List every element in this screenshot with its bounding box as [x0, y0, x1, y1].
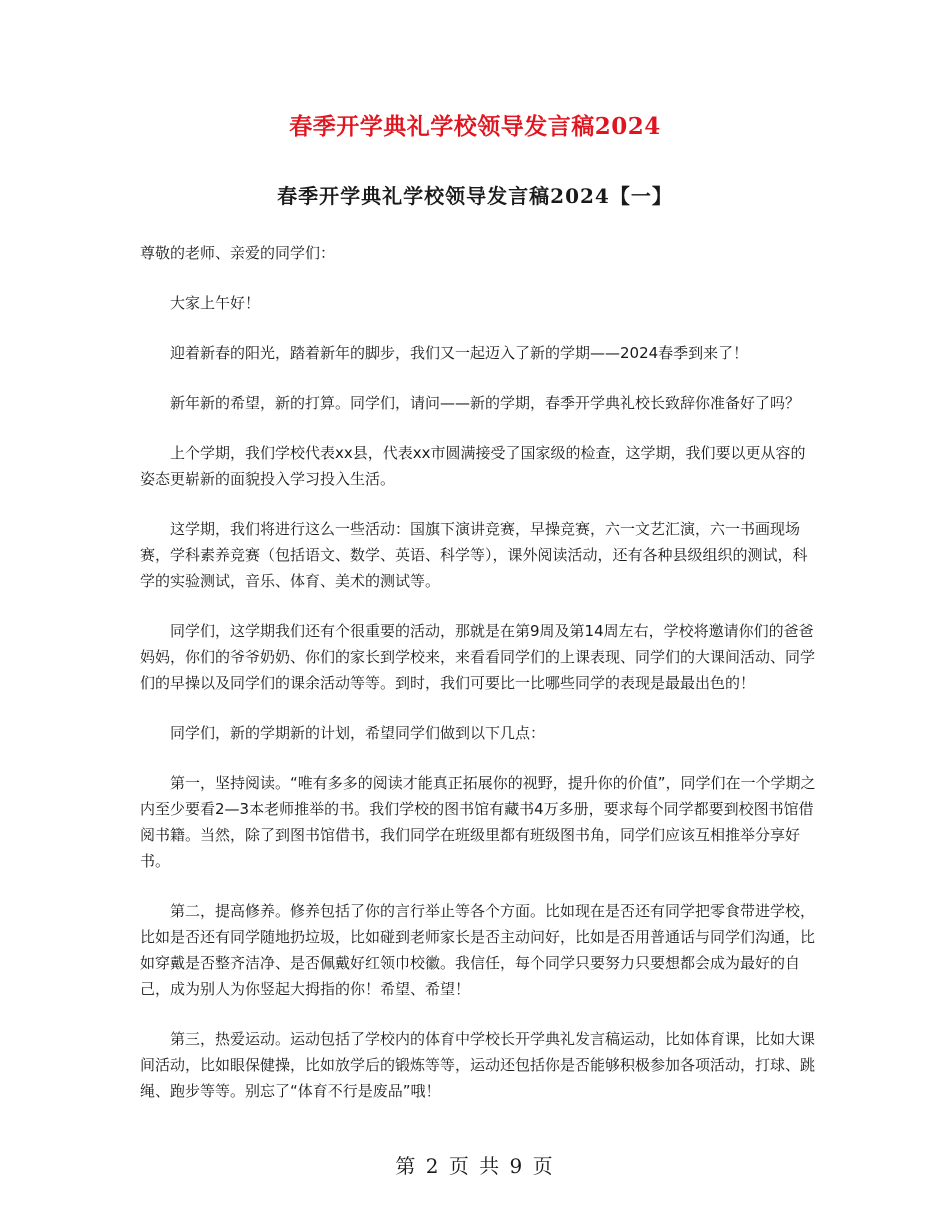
- body-paragraph: 第二，提高修养。修养包括了你的言行举止等各个方面。比如现在是否还有同学把零食带进学校，比如是否还有同学随地扔垃圾，比如碰到老师家长是否主动问好，比如是否用普通话与同学们沟通，比如穿戴是否整齐洁净、是否佩戴好红领巾校徽。我信任，每个同学只要努力只要想都会成为最好的自己，成为别人为你竖起大拇指的你！希望、希望！: [140, 902, 816, 998]
- body-paragraph: 第一，坚持阅读。“唯有多多的阅读才能真正拓展你的视野，提升你的价值”，同学们在一个学期之内至少要看2—3本老师推举的书。我们学校的图书馆有藏书4万多册，要求每个同学都要到校图书馆借阅书籍。当然，除了到图书馆借书，我们同学在班级里都有班级图书角，同学们应该互相推举分享好书。: [140, 774, 816, 870]
- section-subtitle: 春季开学典礼学校领导发言稿2024【一】: [277, 184, 673, 208]
- document-title: 春季开学典礼学校领导发言稿2024: [289, 113, 661, 140]
- body-paragraph: 上个学期，我们学校代表xx县，代表xx市圆满接受了国家级的检查，这学期，我们要以更从容的姿态更崭新的面貌投入学习投入生活。: [140, 444, 806, 488]
- body-paragraph: 这学期，我们将进行这么一些活动：国旗下演讲竞赛，早操竞赛，六一文艺汇演，六一书画现场赛，学科素养竞赛（包括语文、数学、英语、科学等），课外阅读活动，还有各种县级组织的测试，科学的实验测试，音乐、体育、美术的测试等。: [140, 520, 808, 590]
- body-paragraph: 迎着新春的阳光，踏着新年的脚步，我们又一起迈入了新的学期——2024春季到来了！: [170, 344, 749, 362]
- body-paragraph: 大家上午好！: [170, 294, 261, 312]
- salutation-paragraph: 尊敬的老师、亲爱的同学们：: [140, 244, 336, 262]
- body-paragraph: 第三，热爱运动。运动包括了学校内的体育中学校长开学典礼发言稿运动，比如体育课，比如大课间活动，比如眼保健操，比如放学后的锻炼等等，运动还包括你是否能够积极参加各项活动，打球、跳绳、跑步等等。别忘了“体育不行是废品”哦！: [140, 1030, 816, 1100]
- body-paragraph: 新年新的希望，新的打算。同学们，请问——新的学期，春季开学典礼校长致辞你准备好了吗？: [170, 394, 801, 412]
- body-paragraph: 同学们，新的学期新的计划，希望同学们做到以下几点：: [170, 724, 546, 742]
- document-body: [140, 240, 816, 1128]
- body-paragraph: 同学们，这学期我们还有个很重要的活动，那就是在第9周及第14周左右，学校将邀请你们的爸爸妈妈，你们的爷爷奶奶、你们的家长到学校来，来看看同学们的上课表现、同学们的大课间活动、同学们的早操以及同学们的课余活动等等。到时，我们可要比一比哪些同学的表现是最最出色的！: [140, 622, 816, 692]
- page-number-footer: 第 2 页 共 9 页: [395, 1154, 555, 1178]
